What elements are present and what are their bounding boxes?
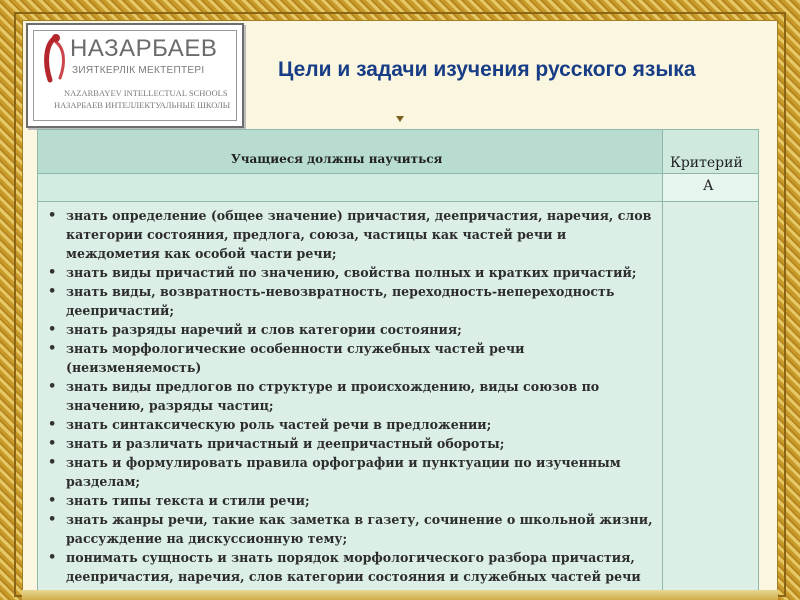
list-item: • знать виды причастий по значению, свойства полных и кратких причастий; bbox=[46, 263, 656, 282]
table-body-side bbox=[662, 201, 758, 593]
list-item: • знать и формулировать правила орфографии и пунктуации по изученным разделам; bbox=[46, 453, 656, 491]
header-main-label: Учащиеся должны научиться bbox=[231, 152, 443, 166]
list-item: • знать морфологические особенности служебных частей речи (неизменяемость) bbox=[46, 339, 656, 377]
objectives-list bbox=[38, 202, 662, 586]
page-title: Цели и задачи изучения русского языка bbox=[278, 58, 696, 81]
table-header-main bbox=[38, 130, 662, 173]
criterion-label: А bbox=[703, 178, 714, 194]
logo-text-en: NAZARBAYEV INTELLECTUAL SCHOOLS bbox=[64, 88, 228, 98]
table-subheader-side bbox=[662, 173, 758, 201]
list-item: • знать разряды наречий и слов категории состояния; bbox=[46, 320, 656, 339]
list-item: • знать виды, возвратность-невозвратность, переходность-непереходность деепричастий; bbox=[46, 282, 656, 320]
list-item: • знать определение (общее значение) причастия, деепричастия, наречия, слов категории состояния, предлога, союза, частицы как частей речи и междометия как особой части речи; bbox=[46, 206, 656, 263]
list-item: • знать типы текста и стили речи; bbox=[46, 491, 656, 510]
school-logo bbox=[26, 23, 244, 128]
logo-text-ru: НАЗАРБАЕВ ИНТЕЛЛЕКТУАЛЬНЫЕ ШКОЛЫ bbox=[54, 100, 231, 110]
table-header-side bbox=[662, 130, 758, 173]
table-subheader-main bbox=[38, 173, 662, 201]
objectives-table bbox=[37, 129, 759, 594]
arrow-down-icon bbox=[396, 116, 404, 122]
header-side-label: Критерий bbox=[670, 155, 743, 171]
list-item: • знать и различать причастный и деепричастный обороты; bbox=[46, 434, 656, 453]
logo-text-sub: ЗИЯТКЕРЛІК МЕКТЕПТЕРІ bbox=[72, 65, 205, 76]
table-body-main bbox=[38, 201, 662, 593]
logo-text-main: НАЗАРБАЕВ bbox=[70, 35, 218, 62]
logo-emblem-icon bbox=[38, 32, 72, 88]
list-item: • знать жанры речи, такие как заметка в газету, сочинение о школьной жизни, рассуждение на дискуссионную тему; bbox=[46, 510, 656, 548]
list-item: • знать виды предлогов по структуре и происхождению, виды союзов по значению, разряды частиц; bbox=[46, 377, 656, 415]
list-item: • знать синтаксическую роль частей речи в предложении; bbox=[46, 415, 656, 434]
frame-bottom-edge bbox=[22, 590, 778, 600]
list-item: • понимать сущность и знать порядок морфологического разбора причастия, деепричастия, наречия, слов категории состояния и служебных частей речи bbox=[46, 548, 656, 586]
